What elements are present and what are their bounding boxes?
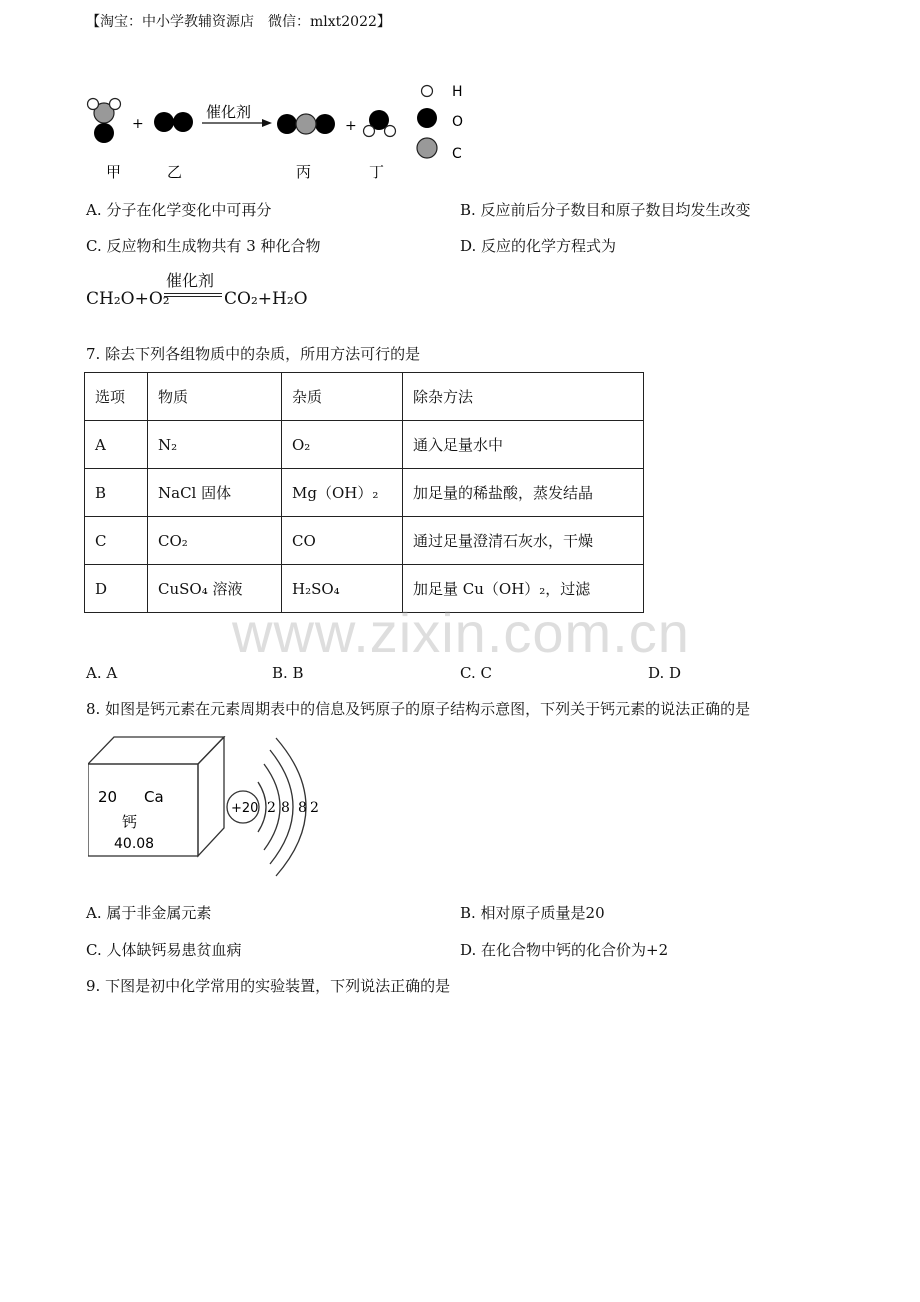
table-cell: NaCl 固体 [148, 469, 282, 517]
legend-h: H [452, 84, 463, 100]
table-cell: CuSO₄ 溶液 [148, 565, 282, 613]
q6-option-c[interactable]: C. 反应物和生成物共有 3 种化合物 [86, 237, 321, 255]
legend-c: C [452, 146, 462, 162]
molecule-ding [364, 110, 396, 137]
nucleus-charge: +20 [231, 801, 259, 816]
label-ding: 丁 [369, 163, 385, 181]
page-header: 【淘宝：中小学教辅资源店 微信：mlxt2022】 [86, 14, 391, 30]
reaction-diagram [82, 80, 482, 185]
table-cell: H₂SO₄ [282, 565, 403, 613]
table-header-row [85, 373, 644, 421]
q6-option-a[interactable]: A. 分子在化学变化中可再分 [86, 201, 272, 219]
table-cell: 加足量的稀盐酸，蒸发结晶 [403, 469, 644, 517]
table-row [85, 517, 644, 565]
header-cell: 选项 [85, 373, 148, 421]
label-bing: 丙 [296, 163, 312, 181]
label-jia: 甲 [106, 163, 122, 181]
table-cell: CO₂ [148, 517, 282, 565]
q8-option-d[interactable]: D. 在化合物中钙的化合价为+2 [460, 941, 669, 959]
molecule-bing [277, 114, 335, 134]
atomic-mass: 40.08 [114, 836, 155, 852]
q9-stem: 9. 下图是初中化学常用的实验装置，下列说法正确的是 [86, 977, 451, 995]
atomic-number: 20 [98, 788, 118, 806]
equation-left: CH₂O+O₂ [86, 289, 170, 309]
table-cell: C [85, 517, 148, 565]
q7-option-d[interactable]: D. D [648, 664, 682, 682]
legend-h-circle [422, 86, 433, 97]
table-cell: CO [282, 517, 403, 565]
equation-equals [164, 293, 222, 297]
q7-option-b[interactable]: B. B [272, 664, 304, 682]
element-name: 钙 [122, 813, 138, 831]
table-row [85, 469, 644, 517]
table-cell: 通入足量水中 [403, 421, 644, 469]
watermark: www.zixin.com.cn [232, 601, 690, 664]
molecule-yi [154, 112, 193, 132]
q8-option-c[interactable]: C. 人体缺钙易患贫血病 [86, 941, 242, 959]
element-symbol: Ca [144, 788, 164, 806]
header-cell: 物质 [148, 373, 282, 421]
table-cell: A [85, 421, 148, 469]
q8-option-a[interactable]: A. 属于非金属元素 [86, 904, 212, 922]
table-cell: 加足量 Cu（OH）₂，过滤 [403, 565, 644, 613]
catalyst-label: 催化剂 [206, 103, 252, 121]
shell-electrons-4: 2 [310, 800, 319, 816]
shell-electrons-2: 8 [281, 800, 290, 816]
table-cell: B [85, 469, 148, 517]
label-yi: 乙 [167, 163, 183, 181]
table-cell: Mg（OH）₂ [282, 469, 403, 517]
q7-stem: 7. 除去下列各组物质中的杂质，所用方法可行的是 [86, 345, 421, 363]
q6-option-b[interactable]: B. 反应前后分子数目和原子数目均发生改变 [460, 201, 751, 219]
calcium-figure [88, 736, 338, 878]
q8-stem: 8. 如图是钙元素在元素周期表中的信息及钙原子的原子结构示意图，下列关于钙元素的说法正确的是 [86, 700, 751, 718]
legend-o-circle [417, 108, 437, 128]
q7-option-a[interactable]: A. A [86, 664, 118, 682]
header-cell: 除杂方法 [403, 373, 644, 421]
table-cell: 通过足量澄清石灰水，干燥 [403, 517, 644, 565]
shell-electrons-1: 2 [267, 800, 276, 816]
table-cell: O₂ [282, 421, 403, 469]
plus-sign-2: + [345, 118, 357, 134]
q6-option-d[interactable]: D. 反应的化学方程式为 [460, 237, 617, 255]
legend-o: O [452, 114, 464, 130]
shell-electrons-3: 8 [298, 800, 307, 816]
q8-option-b[interactable]: B. 相对原子质量是20 [460, 904, 605, 922]
table-cell: D [85, 565, 148, 613]
equation-catalyst: 催化剂 [166, 271, 215, 290]
plus-sign-1: + [132, 116, 144, 132]
q7-option-c[interactable]: C. C [460, 664, 492, 682]
table-row [85, 421, 644, 469]
molecule-jia [88, 99, 121, 144]
legend-c-circle [417, 138, 437, 158]
table-cell: N₂ [148, 421, 282, 469]
header-cell: 杂质 [282, 373, 403, 421]
equation-right: CO₂+H₂O [224, 289, 308, 309]
q7-table [84, 372, 644, 613]
